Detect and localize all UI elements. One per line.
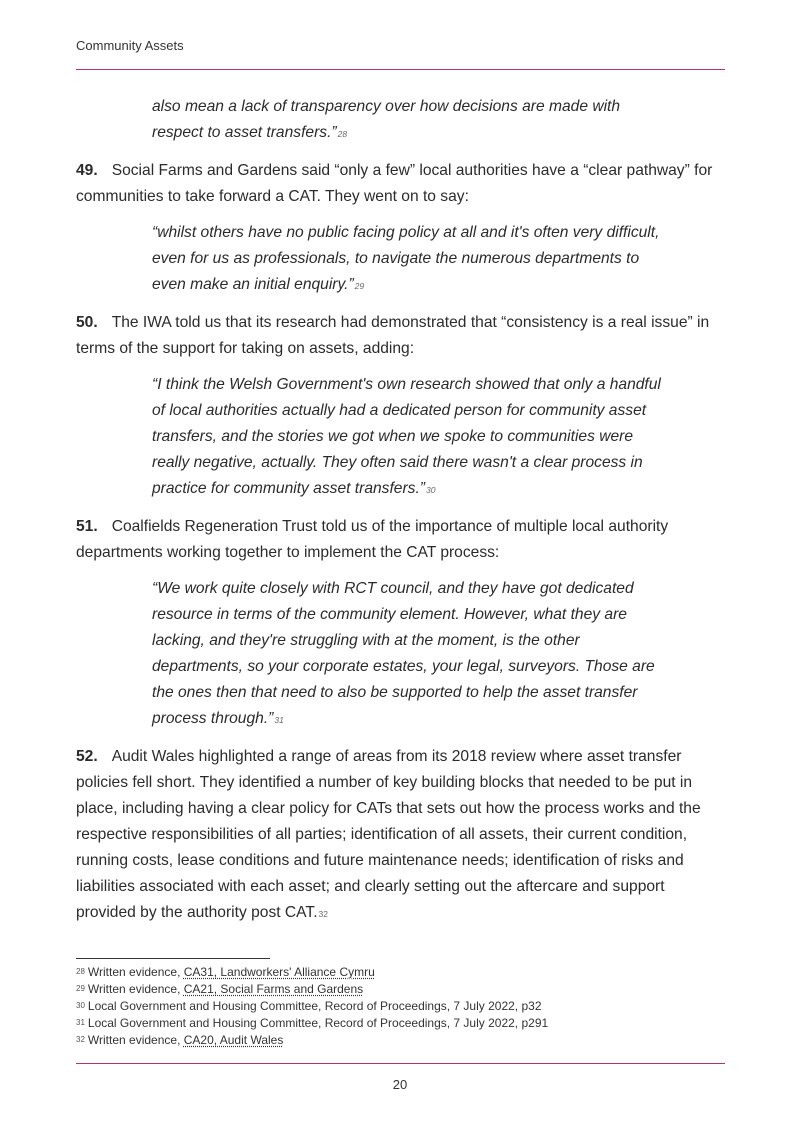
footnote-number: 31: [76, 1018, 85, 1027]
footnote-text: Written evidence,: [87, 1033, 184, 1047]
quote-block: [152, 372, 672, 502]
footnote-divider: [76, 958, 270, 959]
footnote-ref[interactable]: 30: [425, 485, 436, 495]
footnote-text: Written evidence,: [87, 965, 184, 979]
footnote-text: Local Government and Housing Committee, Record of Proceedings, 7 July 2022, p291: [87, 1016, 549, 1030]
footnote-item: [76, 981, 726, 998]
footnote-number: 29: [76, 984, 85, 993]
paragraph-number: 52.: [76, 748, 98, 765]
footnote-ref[interactable]: 28: [337, 129, 348, 139]
footnote-item: [76, 1015, 726, 1032]
paragraph-text: The IWA told us that its research had demonstrated that “consistency is a real issue” in terms of the support for taking on assets, adding:: [76, 314, 710, 357]
footnote-link[interactable]: CA21, Social Farms and Gardens: [183, 982, 364, 996]
footnote-number: 28: [76, 967, 85, 976]
paragraph-52: [76, 744, 724, 926]
quote-block: [152, 220, 672, 298]
footnote-link[interactable]: CA20, Audit Wales: [183, 1033, 284, 1047]
paragraph-number: 51.: [76, 518, 98, 535]
footnote-ref[interactable]: 29: [354, 281, 365, 291]
footer-divider: [76, 1063, 725, 1064]
footnote-number: 30: [76, 1001, 85, 1010]
paragraph-49: [76, 158, 724, 210]
main-content: [76, 94, 724, 926]
paragraph-number: 49.: [76, 162, 98, 179]
quote-block: [152, 94, 672, 146]
footnote-number: 32: [76, 1035, 85, 1044]
header-divider: [76, 69, 725, 70]
footnote-item: [76, 1032, 726, 1049]
quote-text: “whilst others have no public facing policy at all and it's often very difficult, even for us as professionals, to navigate the numerous departments to even make an initial enquiry.”: [152, 224, 660, 293]
paragraph-50: [76, 310, 724, 362]
quote-text: “I think the Welsh Government's own research showed that only a handful of local authorities actually had a dedicated person for community asset transfers, and the stories we got when we spoke to communities were really negative, actually. They often said there wasn't a clear process in practice for community asset transfers.”: [152, 376, 661, 497]
footnote-item: [76, 964, 726, 981]
footnote-ref[interactable]: 32: [318, 909, 329, 919]
paragraph-text: Social Farms and Gardens said “only a few” local authorities have a “clear pathway” for communities to take forward a CAT. They went on to say:: [76, 162, 713, 205]
footnote-link[interactable]: CA31, Landworkers' Alliance Cymru: [183, 965, 375, 979]
footnotes: [76, 964, 726, 1049]
footnote-text: Written evidence,: [87, 982, 184, 996]
quote-text: “We work quite closely with RCT council, and they have got dedicated resource in terms of the community element. However, what they are lacking, and they're struggling with at the moment, is the other departments, so your corporate estates, your legal, surveyors. Those are the ones then that need to also be supported to help the asset transfer process through.”: [152, 580, 655, 727]
footnote-ref[interactable]: 31: [274, 715, 284, 725]
page-number: 20: [392, 1077, 408, 1092]
running-header: Community Assets: [76, 38, 184, 53]
paragraph-text: Audit Wales highlighted a range of areas from its 2018 review where asset transfer policies fell short. They identified a number of key building blocks that needed to be put in place, including having a clear policy for CATs that sets out how the process works and the respective responsibilities of all parties; identification of all assets, their current condition, running costs, lease conditions and future maintenance needs; identification of risks and liabilities associated with each asset; and clearly setting out the aftercare and support provided by the authority post CAT.: [76, 748, 701, 921]
paragraph-51: [76, 514, 724, 566]
quote-block: [152, 576, 672, 732]
paragraph-number: 50.: [76, 314, 98, 331]
paragraph-text: Coalfields Regeneration Trust told us of the importance of multiple local authority departments working together to implement the CAT process:: [76, 518, 669, 561]
quote-text: also mean a lack of transparency over how decisions are made with respect to asset transfers.”: [152, 98, 621, 141]
footnote-text: Local Government and Housing Committee, Record of Proceedings, 7 July 2022, p32: [87, 999, 542, 1013]
footnote-item: [76, 998, 726, 1015]
